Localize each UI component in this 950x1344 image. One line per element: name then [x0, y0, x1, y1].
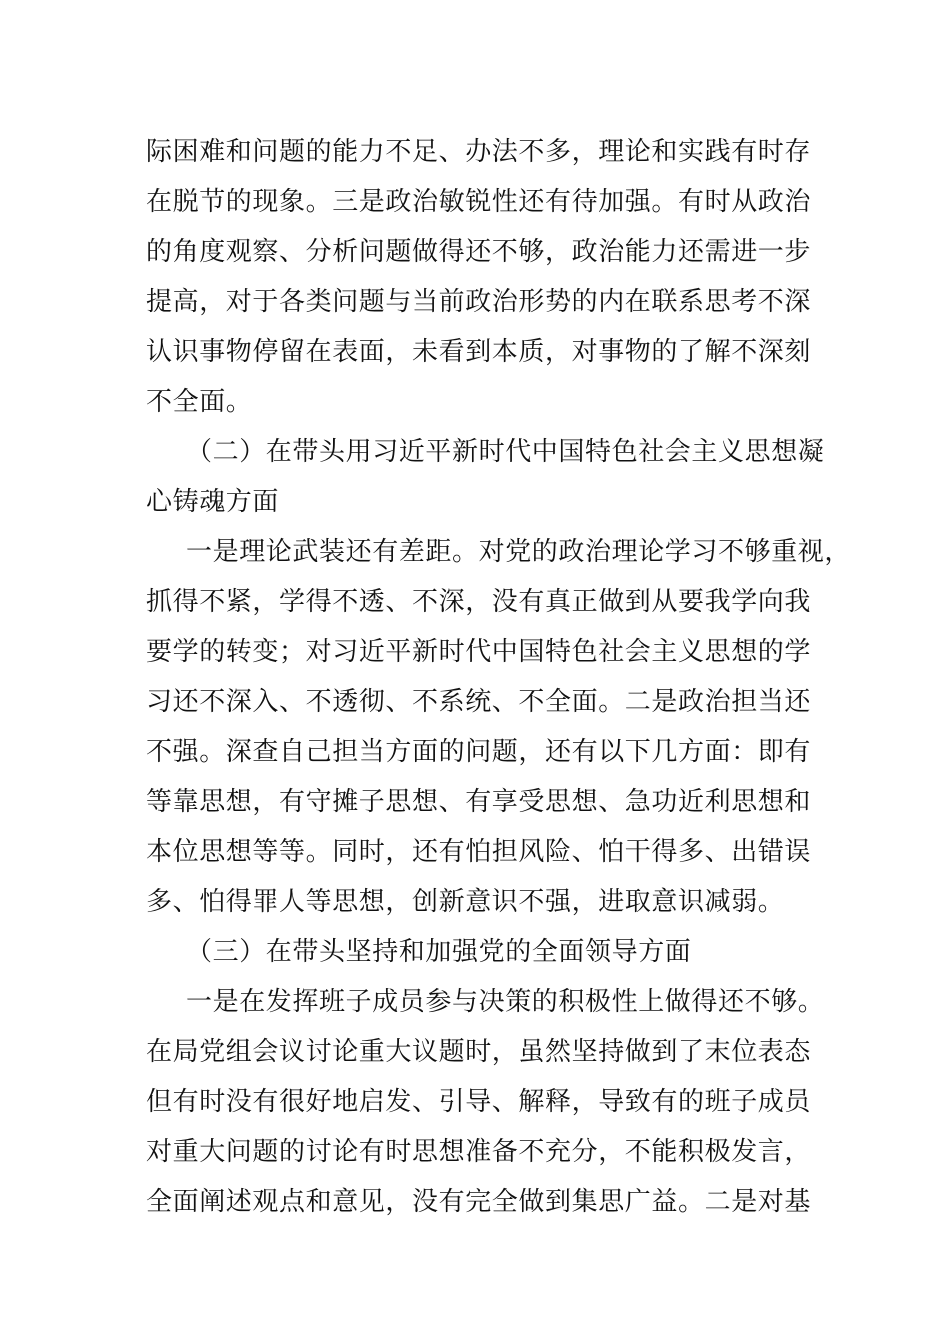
text-line: 全面阐述观点和意见，没有完全做到集思广益。二是对基: [146, 1187, 812, 1217]
text-line: 等靠思想，有守摊子思想、有享受思想、急功近利思想和: [146, 787, 812, 817]
text-line: 在脱节的现象。三是政治敏锐性还有待加强。有时从政治: [146, 187, 812, 217]
text-line: 不强。深查自己担当方面的问题，还有以下几方面：即有: [146, 737, 812, 767]
text-line: 的角度观察、分析问题做得还不够，政治能力还需进一步: [146, 237, 812, 267]
section-heading-continuation: 心铸魂方面: [146, 487, 280, 517]
section-heading: （三）在带头坚持和加强党的全面领导方面: [186, 937, 692, 967]
text-line: 习还不深入、不透彻、不系统、不全面。二是政治担当还: [146, 687, 812, 717]
text-line: 际困难和问题的能力不足、办法不多，理论和实践有时存: [146, 137, 812, 167]
text-line: 认识事物停留在表面，未看到本质，对事物的了解不深刻: [146, 337, 812, 367]
text-line: 多、怕得罪人等思想，创新意识不强，进取意识减弱。: [146, 887, 785, 917]
text-line: 一是在发挥班子成员参与决策的积极性上做得还不够。: [186, 987, 825, 1017]
text-line: 抓得不紧，学得不透、不深，没有真正做到从要我学向我: [146, 587, 812, 617]
text-line: 不全面。: [146, 387, 253, 417]
text-line: 提高，对于各类问题与当前政治形势的内在联系思考不深: [146, 287, 812, 317]
text-line: 本位思想等等。同时，还有怕担风险、怕干得多、出错误: [146, 837, 812, 867]
text-line: 一是理论武装还有差距。对党的政治理论学习不够重视，: [186, 537, 852, 567]
text-line: 但有时没有很好地启发、引导、解释，导致有的班子成员: [146, 1087, 812, 1117]
section-heading: （二）在带头用习近平新时代中国特色社会主义思想凝: [186, 437, 825, 467]
text-line: 对重大问题的讨论有时思想准备不充分，不能积极发言，: [146, 1137, 812, 1167]
text-line: 在局党组会议讨论重大议题时，虽然坚持做到了末位表态: [146, 1037, 812, 1067]
text-line: 要学的转变；对习近平新时代中国特色社会主义思想的学: [146, 637, 812, 667]
